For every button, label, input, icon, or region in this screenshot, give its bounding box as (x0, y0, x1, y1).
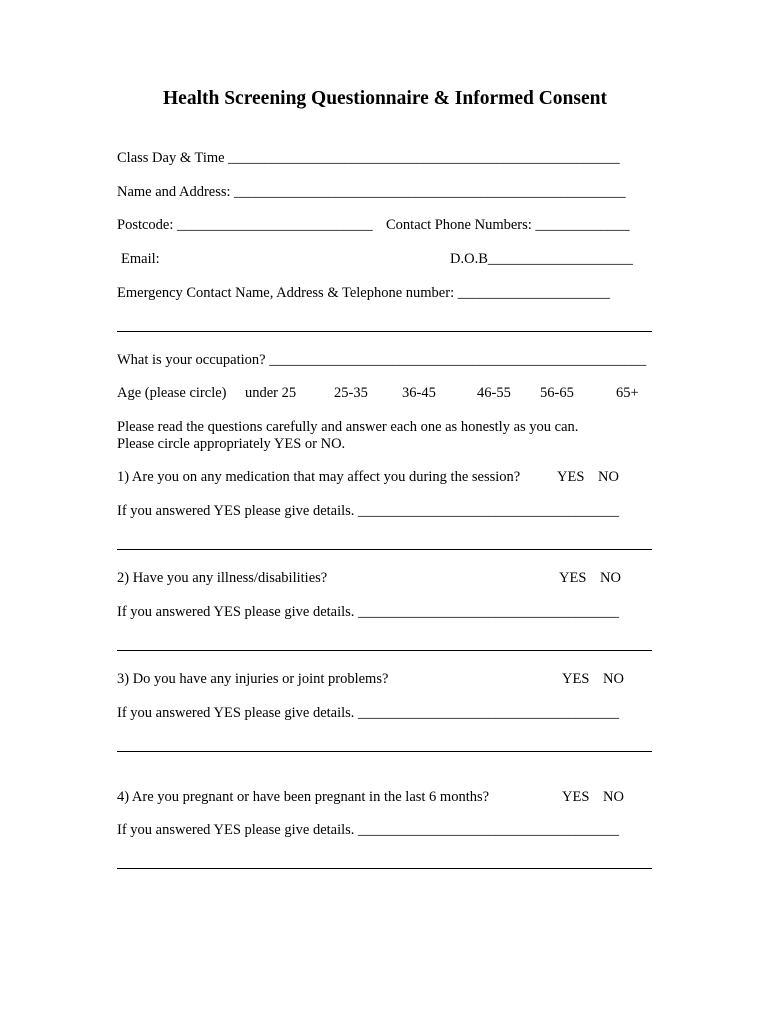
instructions-line: Please circle appropriately YES or NO. (117, 436, 346, 452)
no-option[interactable]: NO (603, 789, 624, 805)
page-title: Health Screening Questionnaire & Informed Consent (163, 88, 607, 109)
instructions-line: Please read the questions carefully and answer each one as honestly as you can. (117, 419, 579, 435)
yes-option[interactable]: YES (559, 570, 587, 586)
question-text: 4) Are you pregnant or have been pregnant in the last 6 months? (117, 789, 490, 805)
yes-option[interactable]: YES (557, 469, 585, 485)
no-option[interactable]: NO (600, 570, 621, 586)
contact-phone-field[interactable]: Contact Phone Numbers: _____________ (386, 217, 630, 233)
details-field[interactable]: If you answered YES please give details. ____________________________________ (117, 822, 620, 838)
no-option[interactable]: NO (598, 469, 619, 485)
question-text: 2) Have you any illness/disabilities? (117, 570, 328, 586)
yes-option[interactable]: YES (562, 789, 590, 805)
details-field[interactable]: If you answered YES please give details. ____________________________________ (117, 705, 620, 721)
details-field[interactable]: If you answered YES please give details. ____________________________________ (117, 604, 620, 620)
yes-option[interactable]: YES (562, 671, 590, 687)
emergency-contact-line[interactable] (117, 331, 652, 332)
details-line[interactable] (117, 751, 652, 752)
age-label: Age (please circle) (117, 385, 227, 401)
email-field[interactable]: Email: (121, 251, 160, 267)
no-option[interactable]: NO (603, 671, 624, 687)
name-address-field[interactable]: Name and Address: ______________________________________________________ (117, 184, 626, 200)
postcode-field[interactable]: Postcode: ___________________________ (117, 217, 373, 233)
age-option[interactable]: under 25 (245, 385, 297, 401)
details-line[interactable] (117, 549, 652, 550)
details-field[interactable]: If you answered YES please give details. ____________________________________ (117, 503, 620, 519)
details-line[interactable] (117, 650, 652, 651)
question-text: 1) Are you on any medication that may affect you during the session? (117, 469, 521, 485)
occupation-field[interactable]: What is your occupation? ____________________________________________________ (117, 352, 647, 368)
details-line[interactable] (117, 868, 652, 869)
age-option[interactable]: 46-55 (477, 385, 511, 401)
class-day-time-field[interactable]: Class Day & Time ______________________________________________________ (117, 150, 620, 166)
question-text: 3) Do you have any injuries or joint problems? (117, 671, 389, 687)
emergency-contact-field[interactable]: Emergency Contact Name, Address & Telephone number: _____________________ (117, 285, 610, 301)
age-option[interactable]: 25-35 (334, 385, 368, 401)
age-option[interactable]: 36-45 (402, 385, 436, 401)
dob-field[interactable]: D.O.B____________________ (450, 251, 633, 267)
age-option[interactable]: 65+ (616, 385, 639, 401)
age-option[interactable]: 56-65 (540, 385, 574, 401)
